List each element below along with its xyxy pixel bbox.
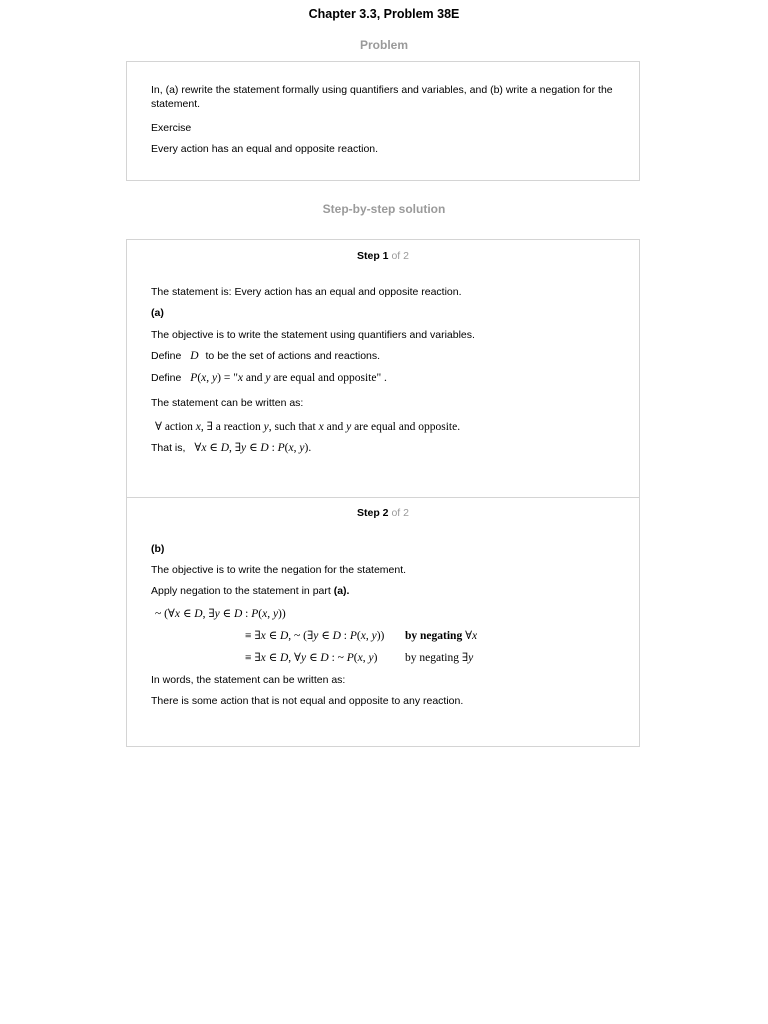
- negation-line-2: ≡ ∃x ∈ D, ~ (∃y ∈ D : P(x, y)): [245, 630, 385, 642]
- predicate-definition-formula: P(x, y) = "x and y are equal and opposite" .: [190, 372, 387, 384]
- step2-objective: The objective is to write the negation for the statement.: [151, 564, 407, 576]
- step-divider: [127, 497, 639, 498]
- step1-number: Step 1: [357, 250, 389, 262]
- step2-of: of 2: [391, 507, 409, 519]
- step2-apply: [151, 584, 349, 598]
- step1-of: of 2: [391, 250, 409, 262]
- page-title: Chapter 3.3, Problem 38E: [308, 7, 460, 21]
- problem-instruction: In, (a) rewrite the statement formally using quantifiers and variables, and (b) write a negation for the statement.: [151, 84, 613, 110]
- that-is-prefix: That is,: [151, 442, 186, 454]
- step2-part-b: (b): [151, 543, 165, 555]
- step2-label: [127, 507, 639, 519]
- step1-part-a: (a): [151, 307, 164, 319]
- step1-objective: The objective is to write the statement using quantifiers and variables.: [151, 329, 475, 341]
- by-negating-x-text: by negating: [405, 630, 463, 642]
- apply-part-ref: (a).: [333, 585, 350, 597]
- set-d-symbol: D: [190, 350, 199, 362]
- define-set-suffix: to be the set of actions and reactions.: [205, 350, 381, 362]
- apply-prefix: Apply negation to the statement in part: [151, 585, 331, 597]
- step2-in-words: In words, the statement can be written as:: [151, 674, 346, 686]
- step1-label: [127, 250, 639, 262]
- step2-number: Step 2: [357, 507, 389, 519]
- define-set-prefix: Define: [151, 350, 182, 362]
- negation-line-3: ≡ ∃x ∈ D, ∀y ∈ D : ~ P(x, y): [245, 652, 378, 664]
- define-predicate-prefix: Define: [151, 372, 182, 384]
- negation-reason-1: by negating ∀x: [405, 630, 478, 642]
- step1-that-is: [151, 441, 311, 455]
- solution-heading: Step-by-step solution: [322, 202, 446, 216]
- solution-box: [126, 239, 640, 747]
- negation-line-1: ~ (∀x ∈ D, ∃y ∈ D : P(x, y)): [155, 608, 286, 620]
- quantified-formula: ∀x ∈ D, ∃y ∈ D : P(x, y).: [194, 442, 312, 454]
- negation-reason-2: by negating ∃y: [405, 652, 474, 664]
- problem-heading: Problem: [359, 38, 408, 52]
- step1-define-set: [151, 349, 380, 363]
- step1-written-as: The statement can be written as:: [151, 397, 304, 409]
- step1-statement: The statement is: Every action has an equal and opposite reaction.: [151, 286, 462, 298]
- exercise-text: Every action has an equal and opposite reaction.: [151, 143, 379, 155]
- problem-box: [126, 61, 640, 181]
- step1-statement-formula: ∀ action x, ∃ a reaction y, such that x and y are equal and opposite.: [155, 421, 461, 433]
- step1-define-predicate: [151, 371, 387, 385]
- by-negating-y-text: by negating: [405, 652, 459, 664]
- step2-conclusion: There is some action that is not equal and opposite to any reaction.: [151, 695, 464, 707]
- exercise-label: Exercise: [151, 122, 192, 134]
